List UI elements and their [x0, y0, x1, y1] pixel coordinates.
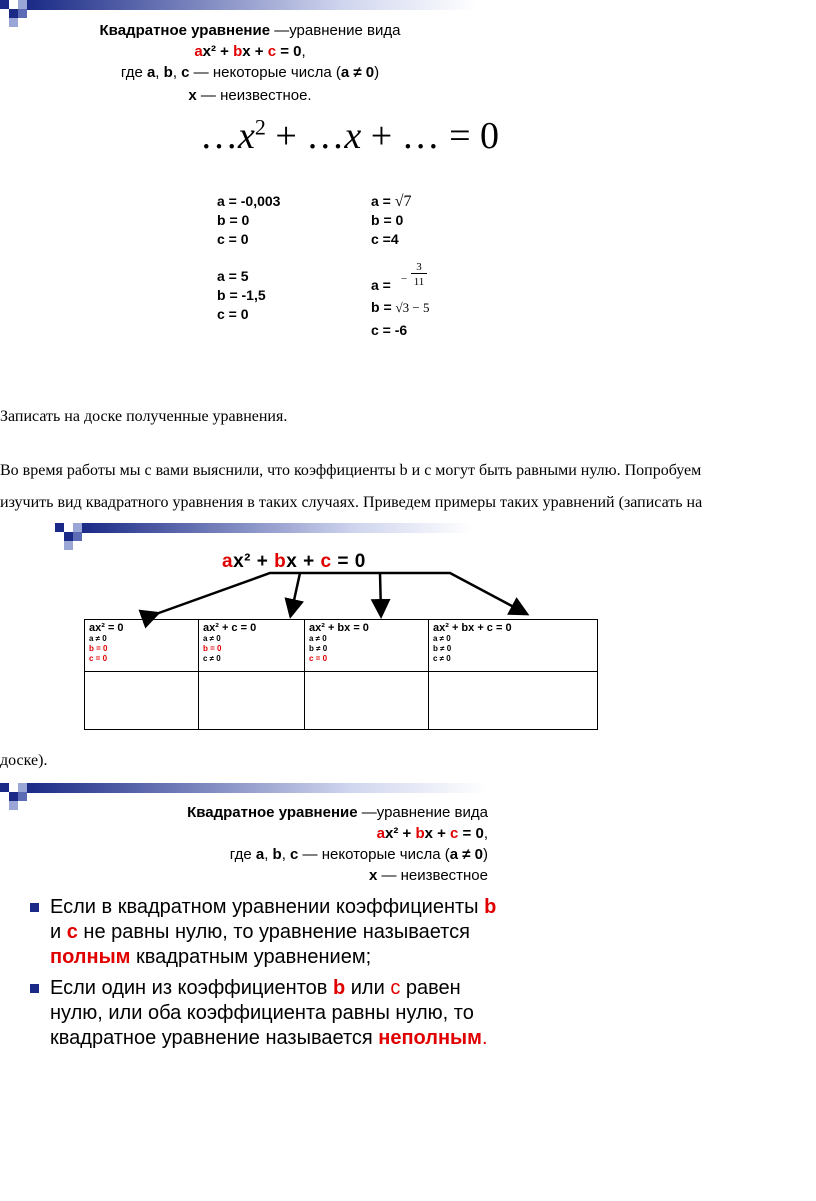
paragraph-1: Записать на доске полученные уравнения. [0, 408, 288, 425]
empty-cell [305, 672, 429, 730]
paragraph-4: доске). [0, 752, 48, 769]
form-cell: ax² + bx + c = 0 a ≠ 0 b ≠ 0 c ≠ 0 [429, 620, 598, 672]
empty-cell [429, 672, 598, 730]
slide1-unknown-line: x — неизвестное. [188, 87, 312, 104]
bullet-square-icon [30, 984, 39, 993]
slide2-equation: ax² + bx + c = 0 [222, 551, 366, 572]
slide1-equation: ax² + bx + c = 0, [194, 43, 306, 60]
slide3-where-line: где a, b, c — некоторые числа (a ≠ 0) [229, 846, 488, 863]
coefficients-right-1: a = √7 b = 0 c =4 [371, 193, 412, 247]
bullet-incomplete-equation: Если один из коэффициентов b или c равен нулю, или оба коэффициента равны нулю, то квадратное уравнение называется неполным. [30, 976, 500, 1051]
paragraph-3: изучить вид квадратного уравнения в таких случаях. Приведем примеры таких уравнений (записать на [0, 494, 703, 511]
form-cell: ax² = 0 a ≠ 0 b = 0 c = 0 [85, 620, 199, 672]
form-cell: ax² + bx = 0 a ≠ 0 b ≠ 0 c = 0 [305, 620, 429, 672]
equation-forms-table [84, 619, 598, 730]
form-cell: ax² + c = 0 a ≠ 0 b = 0 c ≠ 0 [199, 620, 305, 672]
coefficients-right-2: a = − 3 11 b = √3 − 5 c = -6 [371, 261, 430, 338]
slide3-equation: ax² + bx + c = 0, [376, 825, 488, 842]
slide1-title: Квадратное уравнение —уравнение вида [99, 22, 401, 39]
bullet-square-icon [30, 903, 39, 912]
empty-cell [85, 672, 199, 730]
bullet-full-equation: Если в квадратном уравнении коэффициенты b и c не равны нулю, то уравнение называется полным квадратным уравнением; [30, 895, 500, 970]
definition-bullets [30, 895, 500, 1057]
coefficients-left-1: a = -0,003 b = 0 c = 0 [217, 193, 281, 247]
slide3-unknown-line: x — неизвестное [368, 867, 488, 884]
empty-cell [199, 672, 305, 730]
equation-template: $\dots x^2$ + …x + … = 0 [200, 114, 500, 157]
paragraph-2: Во время работы мы с вами выяснили, что коэффициенты b и c могут быть равными нулю. Попробуем [0, 462, 702, 479]
slide3-title: Квадратное уравнение —уравнение вида [187, 804, 488, 821]
slide1-where-line: где a, b, c — некоторые числа (a ≠ 0) [120, 64, 380, 81]
coefficients-left-2: a = 5 b = -1,5 c = 0 [217, 268, 266, 322]
